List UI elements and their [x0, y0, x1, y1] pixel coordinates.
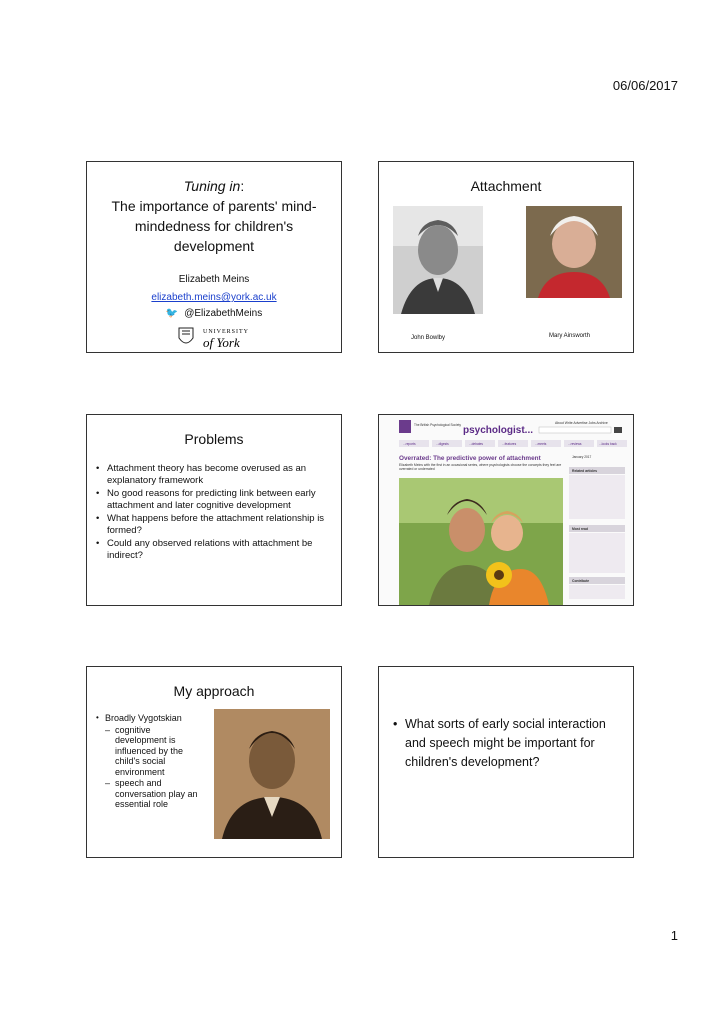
top-links: About Write Advertise Jobs Archive — [555, 421, 608, 425]
website-screenshot — [379, 415, 633, 605]
twitter-bird-icon: 🐦 — [165, 308, 179, 319]
sidebar-related-articles: Related articles — [572, 469, 598, 473]
author-name: Elizabeth Meins — [178, 274, 250, 285]
article-photo — [399, 478, 563, 605]
society-name: The British Psychological Society — [414, 423, 461, 427]
slide-problems-title: Problems — [184, 431, 244, 447]
title-italic: Tuning in — [183, 178, 241, 194]
nav-bar — [399, 440, 627, 447]
sidebar-contribute: Contribute — [572, 579, 590, 583]
bps-logo-icon — [399, 420, 411, 433]
nav-item-label: ...digests — [436, 442, 449, 446]
vygotsky-photo — [214, 709, 330, 839]
caption-mary-ainsworth: Mary Ainsworth — [549, 333, 591, 339]
header-date: 06/06/2017 — [612, 78, 678, 93]
nav-item-label: ...reports — [403, 442, 416, 446]
sidebar-most-read: Most read — [572, 527, 589, 531]
slide-title — [86, 161, 342, 353]
twitter-handle[interactable] — [87, 308, 341, 319]
list-item: – cognitive development is influenced by the child's social environment — [95, 725, 203, 778]
nav-item-label: ...features — [502, 442, 517, 446]
caption-john-bowlby: John Bowlby — [411, 335, 446, 341]
search-input — [539, 427, 611, 433]
list-item: • No good reasons for predicting link between early attachment and later cognitive development — [95, 488, 333, 512]
nav-item-label: ...debates — [469, 442, 483, 446]
nav-item-label: ...meets — [535, 442, 547, 446]
nav-item-label: ...reviews — [568, 442, 582, 446]
list-item: • What happens before the attachment relationship is formed? — [95, 513, 333, 537]
article-title: Overrated: The predictive power of attachment — [399, 455, 541, 462]
sidebar-date: January 2017 — [572, 455, 592, 459]
nav-item-label: ...looks back — [599, 442, 617, 446]
list-item: • Could any observed relations with attachment be indirect? — [95, 538, 333, 562]
twitter-handle-text: @ElizabethMeins — [184, 308, 263, 319]
logo-york-text: of York — [203, 335, 240, 350]
logo-university-text: UNIVERSITY — [203, 329, 249, 335]
title-rest: The importance of parents' mind-mindedness for children's development — [111, 198, 317, 254]
slide-attachment-title: Attachment — [470, 178, 542, 194]
university-of-york-logo — [177, 324, 257, 350]
slide-title-heading — [87, 176, 341, 256]
article-intro: Elizabeth Meins with the first in an occasional series, where psychologists choose the concepts they feel are overrated or underrated — [399, 463, 562, 472]
approach-list — [95, 713, 203, 810]
problems-list — [95, 463, 333, 563]
title-colon: : — [240, 178, 245, 194]
slide-question — [378, 666, 634, 858]
slide-psychologist-website — [378, 414, 634, 606]
slide-problems — [86, 414, 342, 606]
slide-attachment — [378, 161, 634, 353]
mary-ainsworth-photo — [526, 206, 622, 298]
list-item: • Broadly Vygotskian — [95, 713, 203, 724]
site-name: psychologist... — [463, 425, 534, 436]
page-number: 1 — [670, 928, 678, 943]
search-icon — [614, 427, 622, 433]
slide-my-approach — [86, 666, 342, 858]
list-item: • Attachment theory has become overused as an explanatory framework — [95, 463, 333, 487]
slide-my-approach-title: My approach — [173, 683, 255, 699]
john-bowlby-photo — [393, 206, 483, 314]
author-email-link[interactable]: elizabeth.meins@york.ac.uk — [151, 292, 277, 303]
question-text: • What sorts of early social interaction and speech might be important for children's development? — [393, 715, 623, 772]
list-item: – speech and conversation play an essential role — [95, 778, 203, 810]
